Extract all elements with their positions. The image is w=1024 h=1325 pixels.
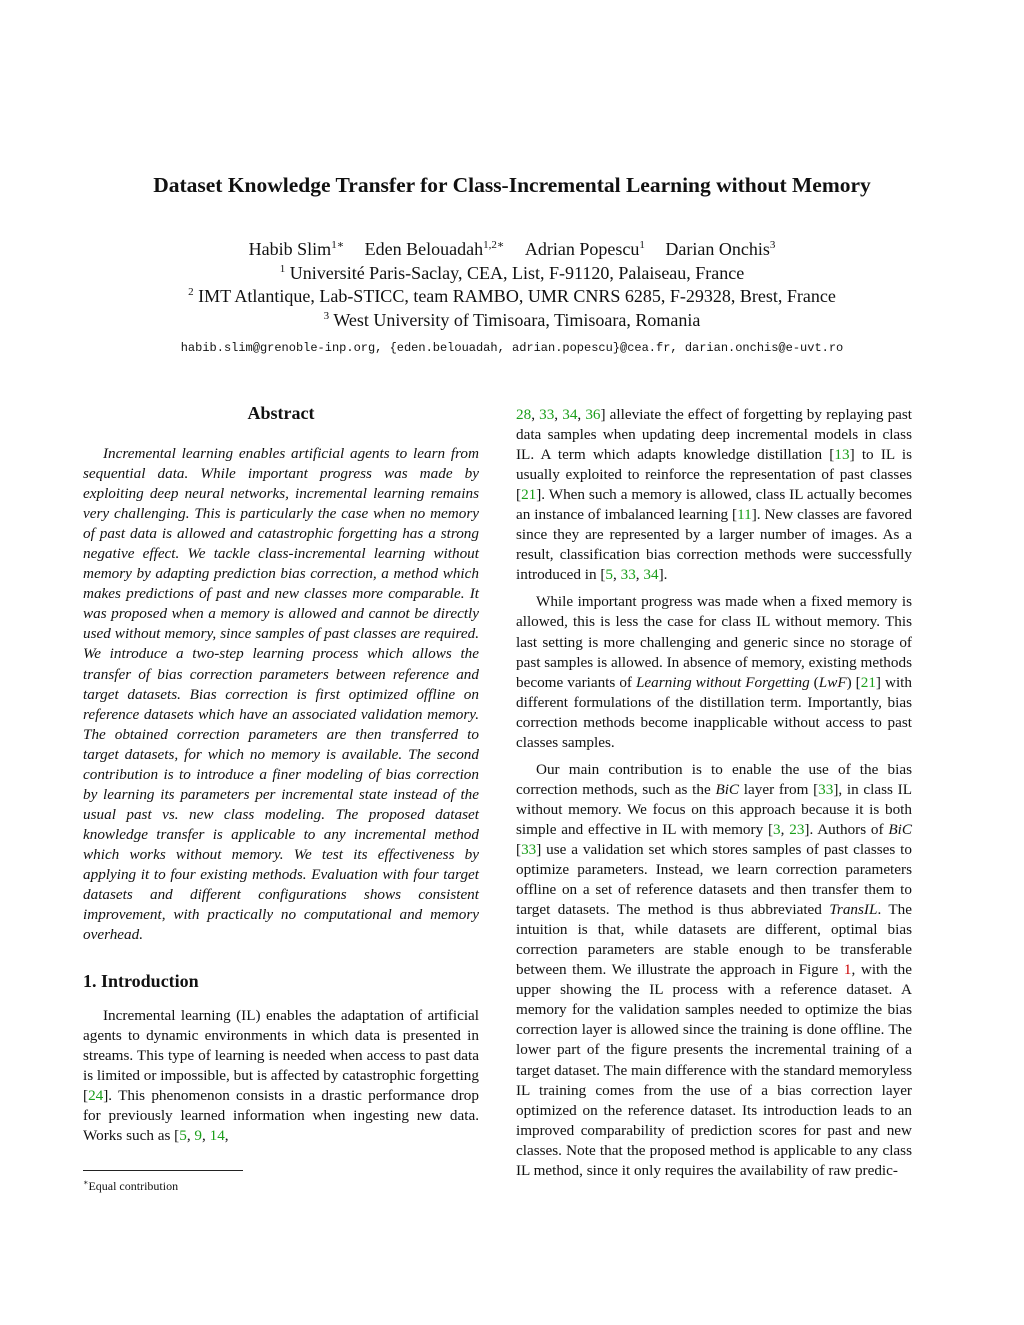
paper-title: Dataset Knowledge Transfer for Class-Incremental Learning without Memory (153, 173, 871, 197)
citation-link[interactable]: 28 (516, 406, 532, 423)
intro-paragraph: 28, 33, 34, 36] alleviate the effect of forgetting by replaying past data samples when updating deep incremental models in class IL. A term which adapts knowledge distillation [13] to IL is usually exploited to reinforce the representation of past classes [21]. When such a memory is allowed, class IL actually becomes an instance of imbalanced learning [11]. New classes are favored since they are represented by a larger number of images. As a result, classification bias correction methods were successfully introduced in [5, 33, 34]. (516, 406, 913, 584)
intro-paragraph: Our main contribution is to enable the use of the bias correction methods, such as the BiC layer from [33], in class IL without memory. We focus on this approach because it is both simple and effective in IL with memory [3, 23]. Authors of BiC [33] use a validation set which stores samples of past classes to optimize parameters. Instead, we learn correction parameters offline on a set of reference datasets and then transfer them to target datasets. The method is thus abbreviated TransIL. The intuition is that, while datasets are different, optimal bias correction parameters are stable enough to be transferable between them. We illustrate the approach in Figure 1, with the upper showing the IL process with a reference dataset. A memory for the validation samples needed to optimize the bias correction layer is allowed since the training is done offline. The lower part of the figure presents the incremental training of a target dataset. The main difference with the standard memoryless IL training comes from the use of a bias correction layer optimized on the reference dataset. Its introduction leads to an improved comparability of prediction scores for past and new classes. Note that the proposed method is applicable to any class IL method, since it only requires the availability of raw predic- (516, 760, 913, 1179)
author: Habib Slim$^{1∗}$ (248, 239, 345, 259)
citation-link[interactable]: 33 (521, 840, 537, 858)
citation-link[interactable]: 23 (789, 820, 805, 838)
affiliation: $^3$ West University of Timisoara, Timisoara, Romania (323, 309, 701, 330)
citation-link[interactable]: 21 (860, 673, 876, 691)
affiliation: $^1$ Université Paris-Saclay, CEA, List, F-91120, Palaiseau, France (279, 262, 745, 283)
footnote: ∗Equal contribution (83, 1178, 179, 1193)
citation-link[interactable]: 5 (179, 1127, 187, 1145)
right-column (516, 405, 912, 1188)
author: Darian Onchis$^3$ (665, 239, 776, 259)
citation-link[interactable]: 11 (737, 506, 752, 524)
citation-link[interactable]: 34 (562, 406, 578, 423)
author: Adrian Popescu$^1$ (524, 239, 645, 259)
citation-link[interactable]: 14 (209, 1127, 225, 1145)
citation-link[interactable]: 9 (194, 1127, 202, 1145)
section-heading-introduction: 1. Introduction (83, 971, 199, 992)
author-block (0, 238, 1024, 332)
intro-paragraph: While important progress was made when a fixed memory is allowed, this is less the case for class IL without memory. This last setting is more challenging and generic since no storage of past samples is allowed. In absence of memory, existing methods become variants of Learning without Forgetting (LwF) [21] with different formulations of the distillation term. Importantly, bias correction methods become inapplicable without access to past classes samples. (516, 593, 912, 751)
citation-link[interactable]: 33 (620, 566, 636, 584)
citation-link[interactable]: 36 (585, 406, 601, 423)
abstract-heading: Abstract (247, 403, 315, 423)
citation-link[interactable]: 13 (834, 446, 850, 464)
citation-link[interactable]: 33 (818, 780, 834, 798)
citation-link[interactable]: 5 (605, 566, 614, 584)
affiliation: $^2$ IMT Atlantique, Lab-STICC, team RAMBO, UMR CNRS 6285, F-29328, Brest, France (188, 286, 836, 306)
figure-reference-link[interactable]: 1 (843, 961, 852, 979)
citation-link[interactable]: 24 (88, 1087, 104, 1105)
author-list (0, 238, 1024, 262)
citation-link[interactable]: 3 (773, 820, 781, 838)
citation-link[interactable]: 33 (539, 406, 555, 423)
author-emails: habib.slim@grenoble-inp.org, {eden.belouadah, adrian.popescu}@cea.fr, darian.onchis@e-uvt.ro (180, 341, 844, 355)
left-column (83, 403, 479, 1154)
footnote-rule (83, 1170, 243, 1171)
intro-paragraph: Incremental learning (IL) enables the adaptation of artificial agents to dynamic environments in which data is presented in streams. This type of learning is needed when access to past data is limited or impossible, but is affected by catastrophic forgetting [24]. This phenomenon consists in a drastic performance drop for previously learned information when ingesting new data. Works such as [5, 9, 14, (83, 1007, 479, 1145)
author: Eden Belouadah$^{1,2∗}$ (364, 239, 505, 259)
citation-link[interactable]: 34 (643, 566, 659, 584)
abstract-text: Incremental learning enables artificial agents to learn from sequential data. While important progress was made by exploiting deep neural networks, incremental learning remains very challenging. This is particularly the case when no memory of past data is allowed and catastrophic forgetting has a strong negative effect. We tackle class-incremental learning without memory by adapting prediction bias correction, a method which makes predictions of past and new classes more comparable. It was proposed when a memory is allowed and cannot be directly used without memory, since samples of past classes are required. We introduce a two-step learning process which allows the transfer of bias correction parameters between reference and target datasets. Bias correction is first optimized offline on reference datasets which have an associated validation memory. The obtained correction parameters are then transferred to target datasets, for which no memory is available. The second contribution is to introduce a finer modeling of bias correction by learning its parameters per incremental state instead of the usual past vs. new class modeling. The proposed dataset knowledge transfer is applicable to any incremental method which works without memory. We test its effectiveness by applying it to four existing methods. Evaluation with four target datasets and different configurations shows consistent improvement, with practically no computational and memory overhead. (83, 445, 479, 944)
citation-link[interactable]: 21 (521, 486, 537, 504)
